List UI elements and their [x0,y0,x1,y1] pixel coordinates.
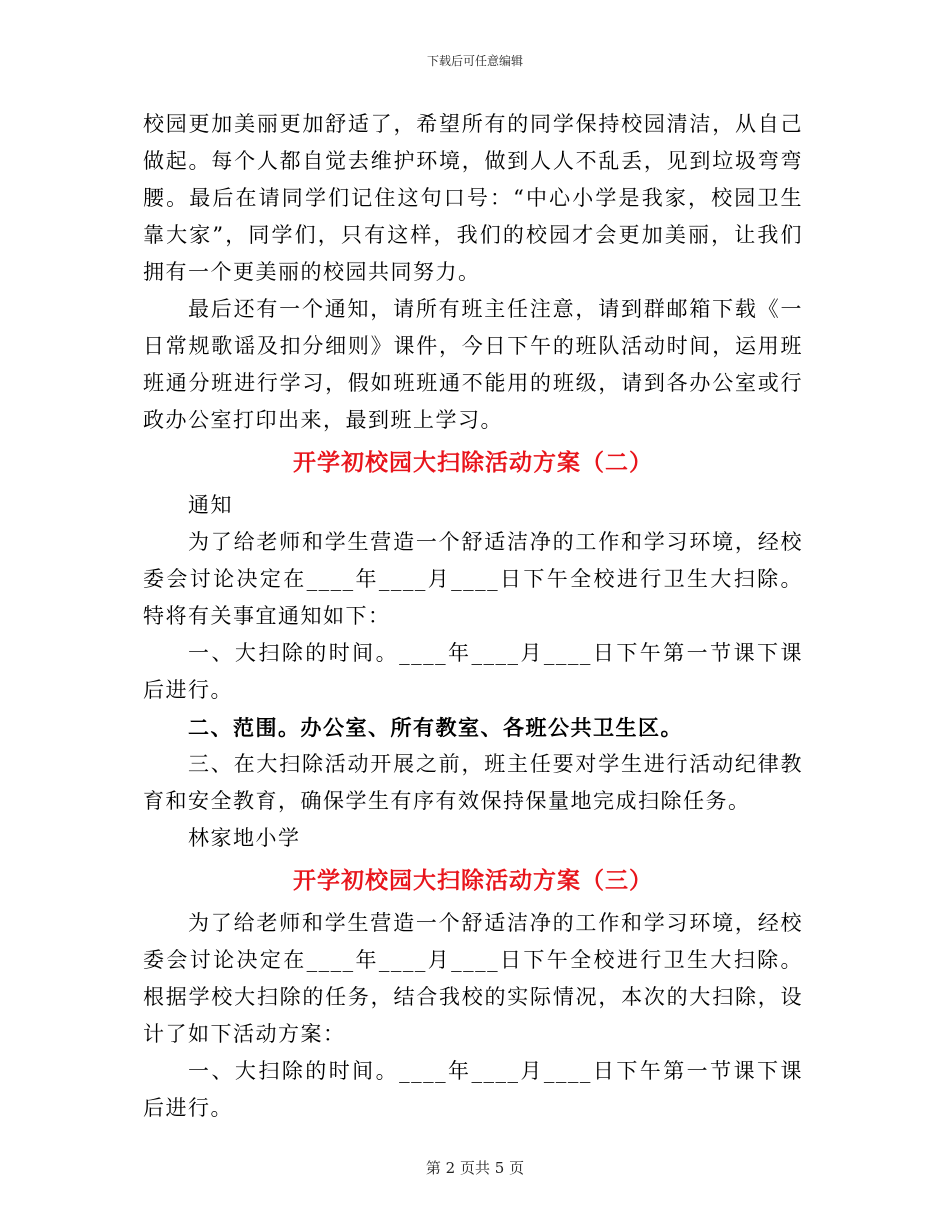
paragraph-campus-cleanliness: 校园更加美丽更加舒适了，希望所有的同学保持校园清洁，从自己做起。每个人都自觉去维护环境，做到人人不乱丢，见到垃圾弯弯腰。最后在请同学们记住这句口号：“中心小学是我家，校园卫生靠大家”，同学们，只有这样，我们的校园才会更加美丽，让我们拥有一个更美丽的校园共同努力。 [143,112,803,284]
paragraph-intro-two: 为了给老师和学生营造一个舒适洁净的工作和学习环境，经校委会讨论决定在____年____月____日下午全校进行卫生大扫除。特将有关事宜通知如下： [143,530,803,628]
section-title-two: 开学初校园大扫除活动方案（二） [293,450,653,476]
page-footer: 第 2 页共 5 页 [425,1159,525,1177]
paragraph-notice-download: 最后还有一个通知，请所有班主任注意，请到群邮箱下载《一日常规歌谣及扣分细则》课件，今日下午的班队活动时间，运用班班通分班进行学习，假如班班通不能用的班级，请到各办公室或行政办公室打印出来，最到班上学习。 [143,297,803,432]
paragraph-intro-three: 为了给老师和学生营造一个舒适洁净的工作和学习环境，经校委会讨论决定在____年____月____日下午全校进行卫生大扫除。根据学校大扫除的任务，结合我校的实际情况，本次的大扫除，设计了如下活动方案： [143,911,803,1046]
item-safety-two: 三、在大扫除活动开展之前，班主任要对学生进行活动纪律教育和安全教育，确保学生有序有效保持保量地完成扫除任务。 [143,752,803,813]
item-time-three: 一、大扫除的时间。____年____月____日下午第一节课下课后进行。 [143,1059,803,1120]
document-body [143,106,803,1127]
page-header: 下载后可任意编辑 [426,54,523,68]
section-title-three: 开学初校园大扫除活动方案（三） [293,868,653,894]
item-time-two: 一、大扫除的时间。____年____月____日下午第一节课下课后进行。 [143,641,803,702]
notice-label: 通知 [188,493,233,517]
item-scope-two: 二、范围。办公室、所有教室、各班公共卫生区。 [188,715,683,740]
signature-school: 林家地小学 [188,826,301,850]
